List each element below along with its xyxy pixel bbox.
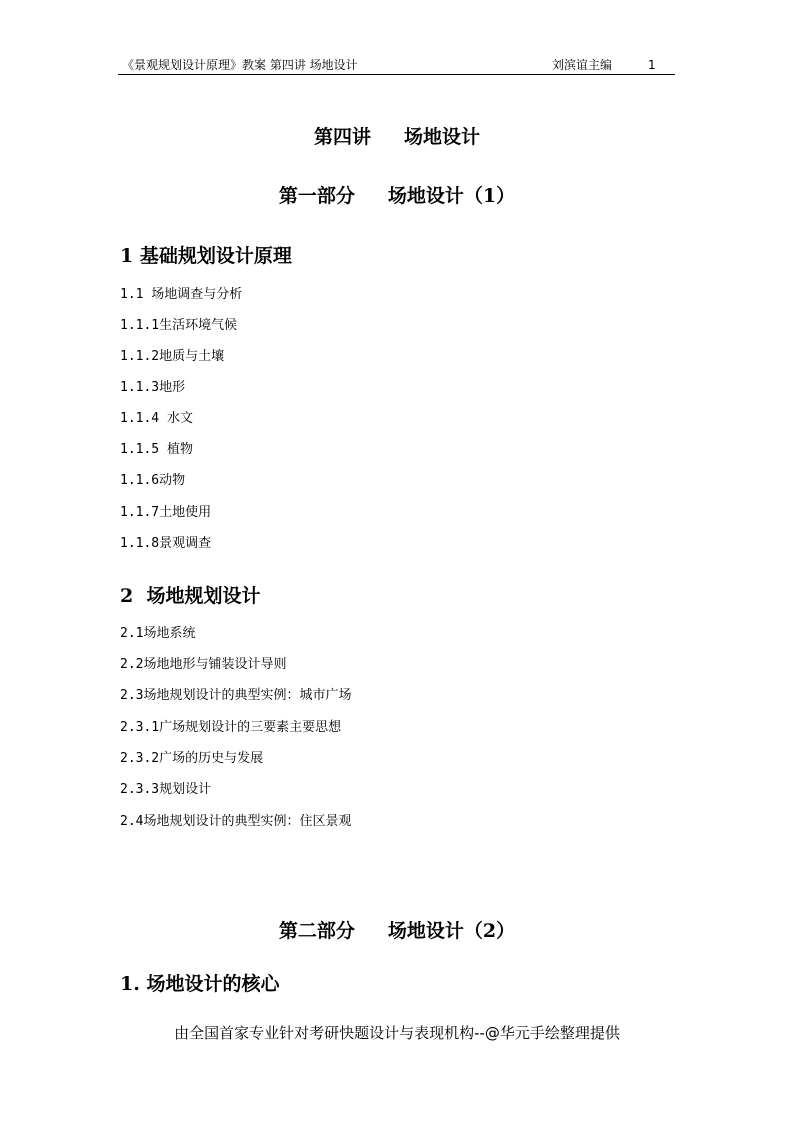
toc-item: 1.1.4 水文 — [120, 411, 193, 426]
header-page-number: 1 — [648, 58, 656, 72]
part2-section1-heading: 1. 场地设计的核心 — [120, 973, 280, 995]
lecture-title: 第四讲 场地设计 — [313, 126, 481, 148]
toc-item: 1.1.8景观调查 — [120, 536, 212, 551]
toc-item: 2.3.2广场的历史与发展 — [120, 751, 264, 766]
toc-item: 2.3场地规划设计的典型实例：城市广场 — [120, 688, 352, 703]
header-course-title: 《景观规划设计原理》教案 第四讲 场地设计 — [122, 58, 358, 72]
toc-item: 1.1.1生活环境气候 — [120, 318, 238, 333]
part1-section1-heading: 1 基础规划设计原理 — [120, 245, 292, 267]
page-header — [118, 56, 675, 75]
toc-item: 2.2场地地形与铺装设计导则 — [120, 657, 287, 672]
part2-title: 第二部分 场地设计（2） — [278, 920, 516, 942]
footer-credit: 由全国首家专业针对考研快题设计与表现机构--@华元手绘整理提供 — [174, 1024, 620, 1042]
toc-item: 2.1场地系统 — [120, 626, 196, 641]
toc-item: 2.4场地规划设计的典型实例：住区景观 — [120, 814, 352, 829]
toc-item: 1.1.7土地使用 — [120, 505, 212, 520]
toc-item: 1.1.5 植物 — [120, 442, 193, 457]
toc-item: 1.1.2地质与土壤 — [120, 349, 225, 364]
toc-item: 2.3.3规划设计 — [120, 782, 212, 797]
part1-section2-heading: 2 场地规划设计 — [120, 585, 261, 607]
header-author: 刘滨谊主编 — [552, 58, 613, 72]
toc-item: 2.3.1广场规划设计的三要素主要思想 — [120, 720, 342, 735]
toc-item: 1.1 场地调查与分析 — [120, 287, 243, 302]
toc-item: 1.1.6动物 — [120, 473, 186, 488]
toc-item: 1.1.3地形 — [120, 380, 186, 395]
part1-title: 第一部分 场地设计（1） — [278, 185, 516, 207]
